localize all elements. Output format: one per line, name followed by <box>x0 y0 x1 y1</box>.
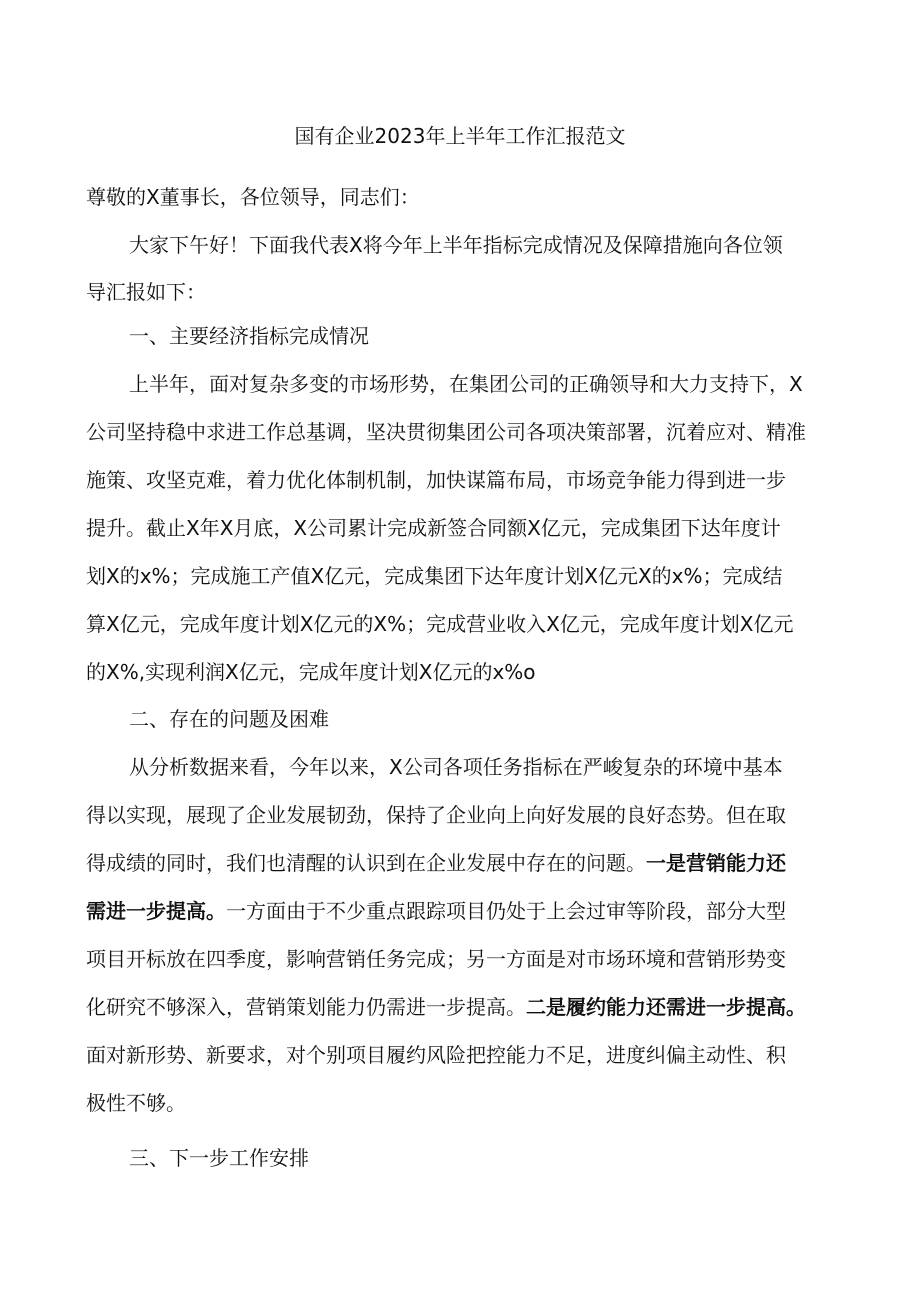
section-1-line-1: 上半年，面对复杂多变的市场形势，在集团公司的正确领导和大力支持下，X <box>129 372 803 396</box>
section-2-line-4 <box>86 898 786 924</box>
section-2-line-4-text: 一方面由于不少重点跟踪项目仍处于上会过审等阶段，部分大型 <box>226 899 786 923</box>
section-1-line-3: 施策、攻坚克难，着力优化体制机制，加快谋篇布局，市场竞争能力得到进一步 <box>86 468 786 492</box>
section-2-point-2: 二是履约能力还需进一步提高。 <box>526 995 806 1019</box>
opening-line-2: 导汇报如下： <box>86 280 206 304</box>
opening-line-1: 大家下午好！下面我代表X将今年上半年指标完成情况及保障措施向各位领 <box>129 233 783 257</box>
section-2-line-6-text: 化研究不够深入，营销策划能力仍需进一步提高。 <box>86 995 526 1019</box>
section-2-line-3-text: 得成绩的同时，我们也清醒的认识到在企业发展中存在的问题。 <box>86 851 646 875</box>
section-2-line-2: 得以实现，展现了企业发展韧劲，保持了企业向上向好发展的良好态势。但在取 <box>86 803 786 827</box>
section-2-line-3 <box>86 850 786 876</box>
section-2-line-6 <box>86 994 806 1020</box>
section-1-line-6: 算X亿元，完成年度计划X亿元的X%；完成营业收入X亿元，完成年度计划X亿元 <box>86 612 794 636</box>
section-2-line-1: 从分析数据来看，今年以来，X公司各项任务指标在严峻复杂的环境中基本 <box>129 755 783 779</box>
section-2-point-1-end: 需进一步提高。 <box>86 899 226 923</box>
section-2-line-7: 面对新形势、新要求，对个别项目履约风险把控能力不足，进度纠偏主动性、积 <box>86 1043 786 1067</box>
section-2-point-1-start: 一是营销能力还 <box>646 851 786 875</box>
section-1-line-7: 的X%,实现利润X亿元，完成年度计划X亿元的x%o <box>86 660 536 684</box>
section-2-heading: 二、存在的问题及困难 <box>129 707 329 731</box>
section-2-line-5: 项目开标放在四季度，影响营销任务完成；另一方面是对市场环境和营销形势变 <box>86 947 786 971</box>
section-1-heading: 一、主要经济指标完成情况 <box>129 324 369 348</box>
section-1-line-5: 划X的x%；完成施工产值X亿元，完成集团下达年度计划X亿元X的x%；完成结 <box>86 564 783 588</box>
salutation: 尊敬的X董事长，各位领导，同志们： <box>86 185 420 209</box>
section-3-heading: 三、下一步工作安排 <box>129 1146 309 1170</box>
section-1-line-4: 提升。截止X年X月底，X公司累计完成新签合同额X亿元，完成集团下达年度计 <box>86 516 781 540</box>
section-1-line-2: 公司坚持稳中求进工作总基调，坚决贯彻集团公司各项决策部署，沉着应对、精准 <box>86 420 806 444</box>
section-2-line-8: 极性不够。 <box>86 1091 186 1115</box>
document-title: 国有企业2023年上半年工作汇报范文 <box>294 124 626 148</box>
